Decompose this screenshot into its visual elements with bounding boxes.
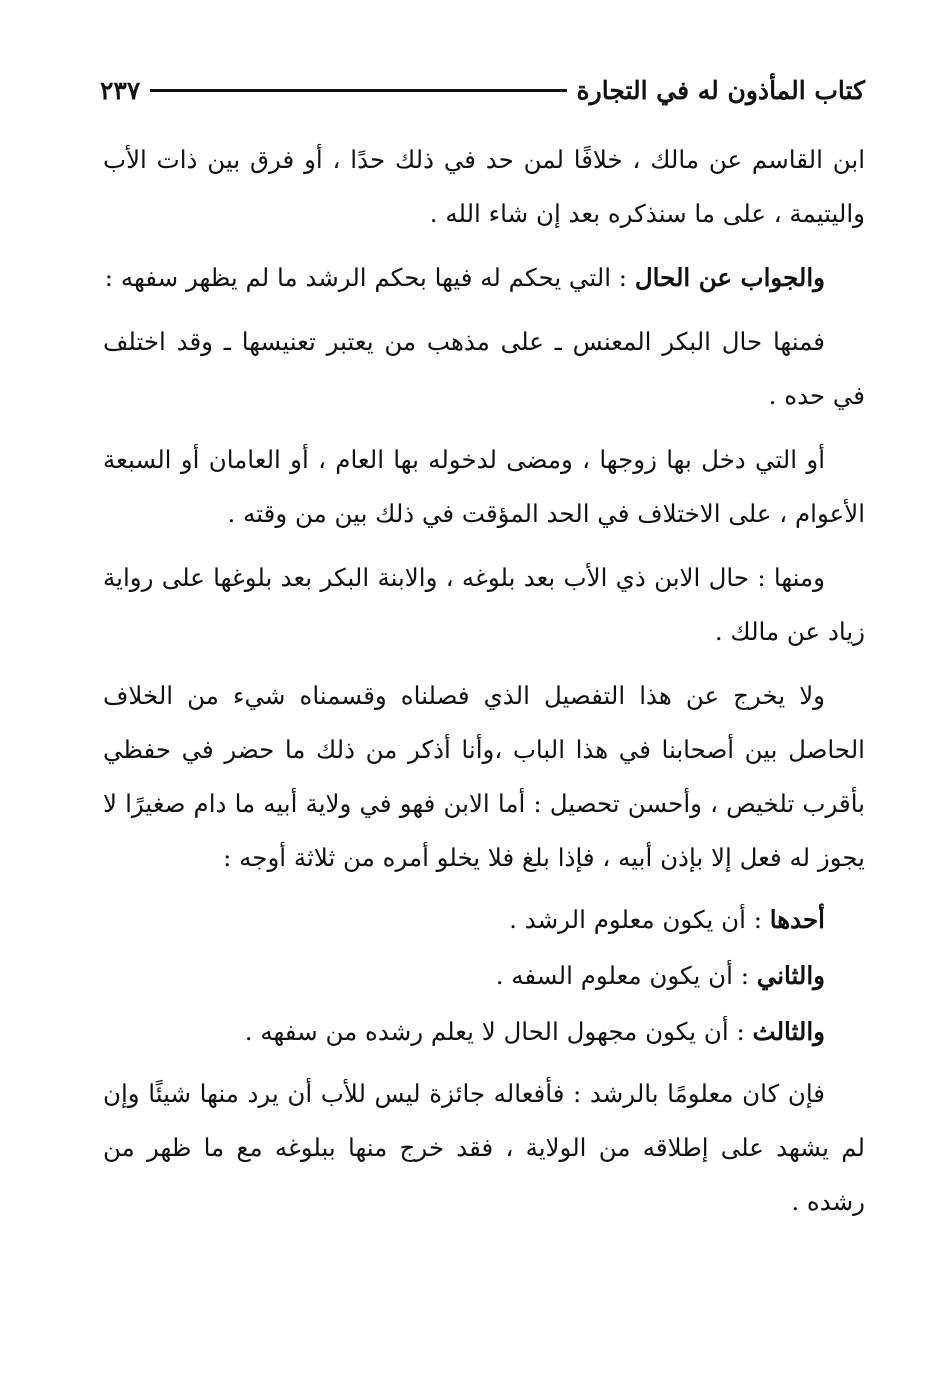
- item-lead: والثالث: [752, 1017, 825, 1046]
- list-item-1: أحدها : أن يكون معلوم الرشد .: [509, 905, 825, 934]
- running-header: [100, 70, 865, 110]
- item-lead: والثاني: [756, 961, 825, 990]
- page-body: [103, 133, 865, 1239]
- paragraph-2: والجواب عن الحال : التي يحكم له فيها بحكم الرشد ما لم يظهر سفهه :: [104, 263, 825, 292]
- list-item-2: والثاني : أن يكون معلوم السفه .: [495, 961, 825, 990]
- page-number: ٢٣٧: [100, 75, 141, 105]
- closing-paragraph: فإن كان معلومًا بالرشد : فأفعاله جائزة ليس للأب أن يرد منها شيئًا وإن لم يشهد على إطلاقه من الولاية ، فقد خرج منها ببلوغه مع ما ظهر من رشده .: [103, 1079, 865, 1216]
- paragraph-3: فمنها حال البكر المعنس ـ على مذهب من يعتبر تعنيسها ـ وقد اختلف في حده .: [103, 327, 865, 410]
- list-item-3: والثالث : أن يكون مجهول الحال لا يعلم رشده من سفهه .: [244, 1017, 825, 1046]
- paragraph-6: ولا يخرج عن هذا التفصيل الذي فصلناه وقسمناه شيء من الخلاف الحاصل بين أصحابنا في هذا الباب ،وأنا أذكر من ذلك ما حضر في حفظي بأقرب تلخيص ، وأحسن تحصيل : أما الابن فهو في ولاية أبيه ما دام صغيرًا لا يجوز له فعل إلا بإذن أبيه ، فإذا بلغ فلا يخلو أمره من ثلاثة أوجه :: [103, 681, 865, 872]
- book-title: كتاب المأذون له في التجارة: [576, 75, 865, 105]
- header-rule: [150, 89, 566, 92]
- item-lead: أحدها: [769, 905, 825, 934]
- paragraph-1: ابن القاسم عن مالك ، خلافًا لمن حد في ذلك حدًا ، أو فرق بين ذات الأب واليتيمة ، على ما سنذكره بعد إن شاء الله .: [103, 145, 865, 228]
- bold-lead: والجواب عن الحال: [634, 263, 825, 292]
- paragraph-4: أو التي دخل بها زوجها ، ومضى لدخوله بها العام ، أو العامان أو السبعة الأعوام ، على الاختلاف في الحد المؤقت في ذلك بين من وقته .: [103, 445, 865, 528]
- paragraph-5: ومنها : حال الابن ذي الأب بعد بلوغه ، والابنة البكر بعد بلوغها على رواية زياد عن مالك .: [103, 563, 865, 646]
